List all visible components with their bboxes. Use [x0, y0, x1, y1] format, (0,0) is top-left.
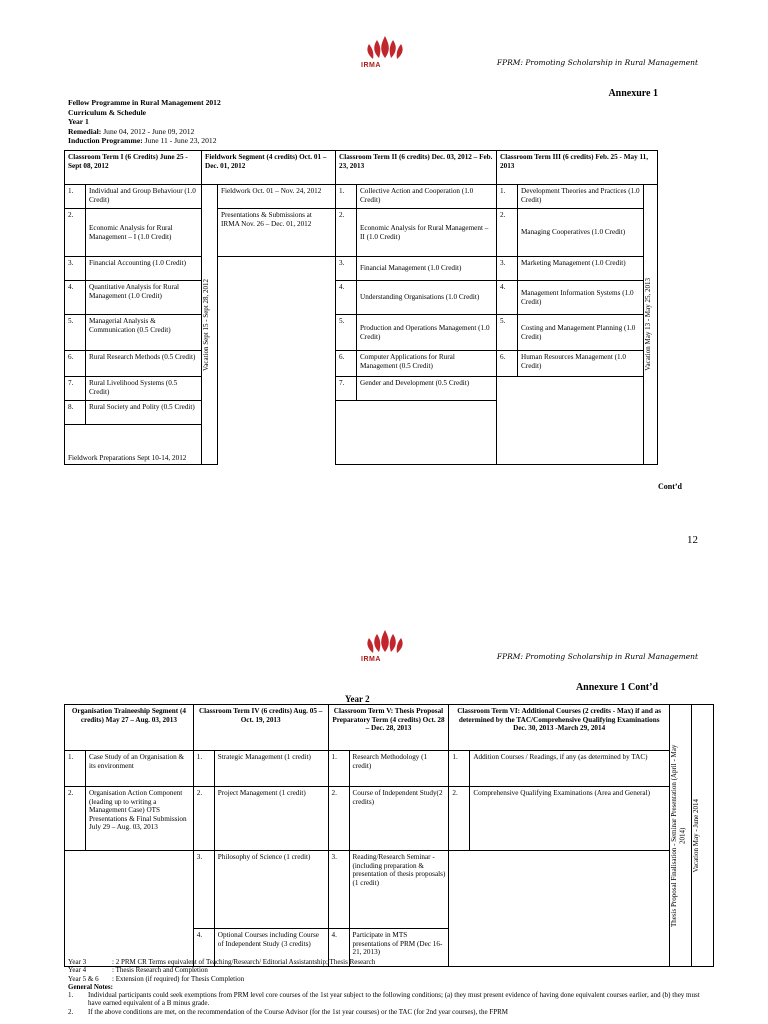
- row-num: 1.: [65, 751, 86, 787]
- row-num: 3.: [328, 851, 349, 929]
- note-key: 1.: [68, 991, 74, 1000]
- vacation-col-2: [644, 185, 658, 465]
- course-cell: Strategic Management (1 credit): [214, 751, 328, 787]
- vacation-text-1: Vacation Sept 15 - Sept 28, 2012: [202, 278, 210, 371]
- irma-logo: [355, 628, 415, 672]
- note-key: Year 5 & 6: [68, 974, 99, 983]
- fieldwork-blank: [218, 257, 336, 465]
- general-notes-label: General Notes:: [68, 982, 113, 991]
- row-num: 3.: [193, 851, 214, 929]
- meta-title: Fellow Programme in Rural Management 2012: [68, 98, 221, 107]
- course-cell: Gender and Development (0.5 Credit): [357, 377, 497, 401]
- course-cell: Development Theories and Practices (1.0 Credit): [518, 185, 644, 209]
- row-num: 4.: [336, 281, 357, 315]
- meta-induction-value: June 11 - June 23, 2012: [142, 136, 217, 146]
- course-cell: Managerial Analysis & Communication (0.5 Credit): [86, 315, 202, 351]
- thesis-finalisation-text: Thesis Proposal Finalisation - Seminar Presentation (April - May 2014): [669, 744, 687, 927]
- row-num: 5.: [336, 315, 357, 351]
- course-cell: Costing and Management Planning (1.0 Credit): [518, 315, 644, 351]
- course-cell: Economic Analysis for Rural Management – I (1.0 Credit): [86, 209, 202, 257]
- course-cell: Economic Analysis for Rural Management – II (1.0 Credit): [357, 209, 497, 257]
- meta-remedial-value: June 04, 2012 - June 09, 2012: [101, 126, 195, 136]
- programme-meta: [68, 98, 221, 146]
- row-num: 2.: [336, 209, 357, 257]
- course-cell: Rural Society and Polity (0.5 Credit): [86, 401, 202, 425]
- term3-blank: [497, 377, 644, 465]
- course-cell: Management Information Systems (1.0 Credit): [518, 281, 644, 315]
- row-num: 2.: [497, 209, 518, 257]
- course-cell: Reading/Research Seminar - (including preparation & presentation of thesis proposals) (1 credit): [349, 851, 449, 929]
- course-cell: Research Methodology (1 credit): [349, 751, 449, 787]
- vacation-text-2: Vacation May 13 - May 25, 2013: [644, 278, 652, 371]
- row-num: 4.: [193, 929, 214, 967]
- course-cell: Quantitative Analysis for Rural Management (1.0 Credit): [86, 281, 202, 315]
- row-num: 2.: [193, 787, 214, 851]
- course-cell: Addition Courses / Readings, if any (as determined by TAC): [470, 751, 670, 787]
- header-term6: Classroom Term VI: Additional Courses (2 credits - Max) if and as determined by the TAC/Comprehensive Qualifying Examinations Dec. 30, 2013 -March 29, 2014: [449, 705, 670, 751]
- running-header: FPRM: Promoting Scholarship in Rural Management: [496, 58, 698, 67]
- row-num: 3.: [497, 257, 518, 281]
- row-num: 7.: [336, 377, 357, 401]
- row-num: 2.: [449, 787, 470, 851]
- term6-blank: [449, 851, 670, 967]
- row-num: 2.: [328, 787, 349, 851]
- course-cell: Individual and Group Behaviour (1.0 Credit): [86, 185, 202, 209]
- row-num: 4.: [497, 281, 518, 315]
- row-num: 1.: [497, 185, 518, 209]
- annexure-label: Annexure 1: [608, 88, 658, 99]
- note-value: : Thesis Research and Completion: [112, 966, 208, 975]
- meta-induction-label: Induction Programme:: [68, 136, 143, 146]
- course-cell: Comprehensive Qualifying Examinations (Area and General): [470, 787, 670, 851]
- course-cell: Financial Accounting (1.0 Credit): [86, 257, 202, 281]
- course-cell: Case Study of an Organisation & its environment: [85, 751, 193, 787]
- header-fieldwork: Fieldwork Segment (4 credits) Oct. 01 – Dec. 01, 2012: [202, 151, 336, 185]
- header-term3: Classroom Term III (6 credits) Feb. 25 - May 11, 2013: [497, 151, 658, 185]
- note-value: If the above conditions are met, on the recommendation of the Course Advisor (for the 1st year courses) or the TAC (for 2nd year courses), the FPRM: [88, 1007, 508, 1016]
- fieldwork-prep-cell: Fieldwork Preparations Sept 10-14, 2012: [65, 425, 202, 465]
- header-term2: Classroom Term II (6 credits) Dec. 03, 2012 – Feb. 23, 2013: [336, 151, 497, 185]
- note-value: : Extension (if required) for Thesis Completion: [112, 974, 245, 983]
- header-term4: Classroom Term IV (6 credits) Aug. 05 – Oct. 19, 2013: [193, 705, 328, 751]
- meta-remedial-label: Remedial:: [68, 126, 102, 136]
- thesis-finalisation-col: [669, 705, 691, 967]
- course-cell: Project Management (1 credit): [214, 787, 328, 851]
- fieldwork-cell: Presentations & Submissions at IRMA Nov. 26 – Dec. 01, 2012: [218, 209, 336, 257]
- course-cell: Computer Applications for Rural Management (0.5 Credit): [357, 351, 497, 377]
- year-label: Year 2: [345, 694, 370, 704]
- header-term5: Classroom Term V: Thesis Proposal Preparatory Term (4 credits) Oct. 28 – Dec. 28, 2013: [328, 705, 449, 751]
- note-value: : 2 PRM CR Terms equivalent of Teaching/Research/ Editorial Assistantship; Thesis Research: [112, 958, 376, 966]
- logo-text: IRMA: [361, 62, 381, 69]
- row-num: 6.: [497, 351, 518, 377]
- year2-schedule-table: [64, 704, 714, 967]
- vacation-text-3: Vacation May - June 2014: [691, 798, 700, 873]
- row-num: 8.: [65, 401, 86, 425]
- course-cell: Optional Courses including Course of Independent Study (3 credits): [214, 929, 328, 967]
- row-num: 3.: [336, 257, 357, 281]
- row-num: 5.: [65, 315, 86, 351]
- row-num: 2.: [65, 209, 86, 257]
- course-cell: Managing Cooperatives (1.0 Credit): [518, 209, 644, 257]
- note-key: Year 3: [68, 958, 87, 966]
- note-key: 2.: [68, 1007, 74, 1016]
- row-num: 3.: [65, 257, 86, 281]
- course-cell: Organisation Action Component (leading up to writing a Management Case) OTS Presentations & Final Submission July 29 – Aug. 03, 2013: [85, 787, 193, 851]
- course-cell: Financial Management (1.0 Credit): [357, 257, 497, 281]
- row-num: 2.: [65, 787, 86, 851]
- row-num: 1.: [328, 751, 349, 787]
- course-cell: Philosophy of Science (1 credit): [214, 851, 328, 929]
- continued-label: Cont’d: [657, 482, 682, 491]
- course-cell: Human Resources Management (1.0 Credit): [518, 351, 644, 377]
- row-num: 1.: [336, 185, 357, 209]
- note-value: Individual participants could seek exemptions from PRM level core courses of the 1st year subject to the following conditions; (a) they must present evidence of having done equivalent courses earlier, and (b) they must have earned equivalent of a B minus grade.: [88, 991, 700, 1008]
- course-cell: Collective Action and Cooperation (1.0 Credit): [357, 185, 497, 209]
- course-cell: Understanding Organisations (1.0 Credit): [357, 281, 497, 315]
- vacation-col-1: [202, 185, 218, 465]
- row-num: 1.: [193, 751, 214, 787]
- course-cell: Rural Research Methods (0.5 Credit): [86, 351, 202, 377]
- row-num: 5.: [497, 315, 518, 351]
- notes-section: [68, 958, 708, 1016]
- logo-text: IRMA: [361, 656, 381, 663]
- course-cell: Rural Livelihood Systems (0.5 Credit): [86, 377, 202, 401]
- meta-year: Year 1: [68, 117, 89, 127]
- ots-blank: [65, 851, 194, 967]
- row-num: 4.: [328, 929, 349, 967]
- header-term1: Classroom Term I (6 Credits) June 25 - Sept 08, 2012: [65, 151, 202, 185]
- course-cell: Participate in MTS presentations of PRM (Dec 16-21, 2013): [349, 929, 449, 967]
- running-header: FPRM: Promoting Scholarship in Rural Management: [496, 652, 698, 661]
- year1-schedule-table: [64, 150, 658, 465]
- course-cell: Course of Independent Study(2 credits): [349, 787, 449, 851]
- irma-logo: [355, 34, 415, 78]
- row-num: 7.: [65, 377, 86, 401]
- fieldwork-cell: Fieldwork Oct. 01 – Nov. 24, 2012: [218, 185, 336, 209]
- row-num: 6.: [336, 351, 357, 377]
- page-number: 12: [687, 534, 698, 546]
- course-cell: Production and Operations Management (1.0 Credit): [357, 315, 497, 351]
- row-num: 1.: [65, 185, 86, 209]
- row-num: 6.: [65, 351, 86, 377]
- term2-blank: [336, 401, 497, 465]
- course-cell: Marketing Management (1.0 Credit): [518, 257, 644, 281]
- annexure-label: Annexure 1 Cont’d: [575, 682, 658, 693]
- note-key: Year 4: [68, 966, 87, 975]
- meta-subtitle: Curriculum & Schedule: [68, 107, 147, 117]
- header-ots: Organisation Traineeship Segment (4 credits) May 27 – Aug. 03, 2013: [65, 705, 194, 751]
- row-num: 4.: [65, 281, 86, 315]
- row-num: 1.: [449, 751, 470, 787]
- vacation-col-3: [691, 705, 713, 967]
